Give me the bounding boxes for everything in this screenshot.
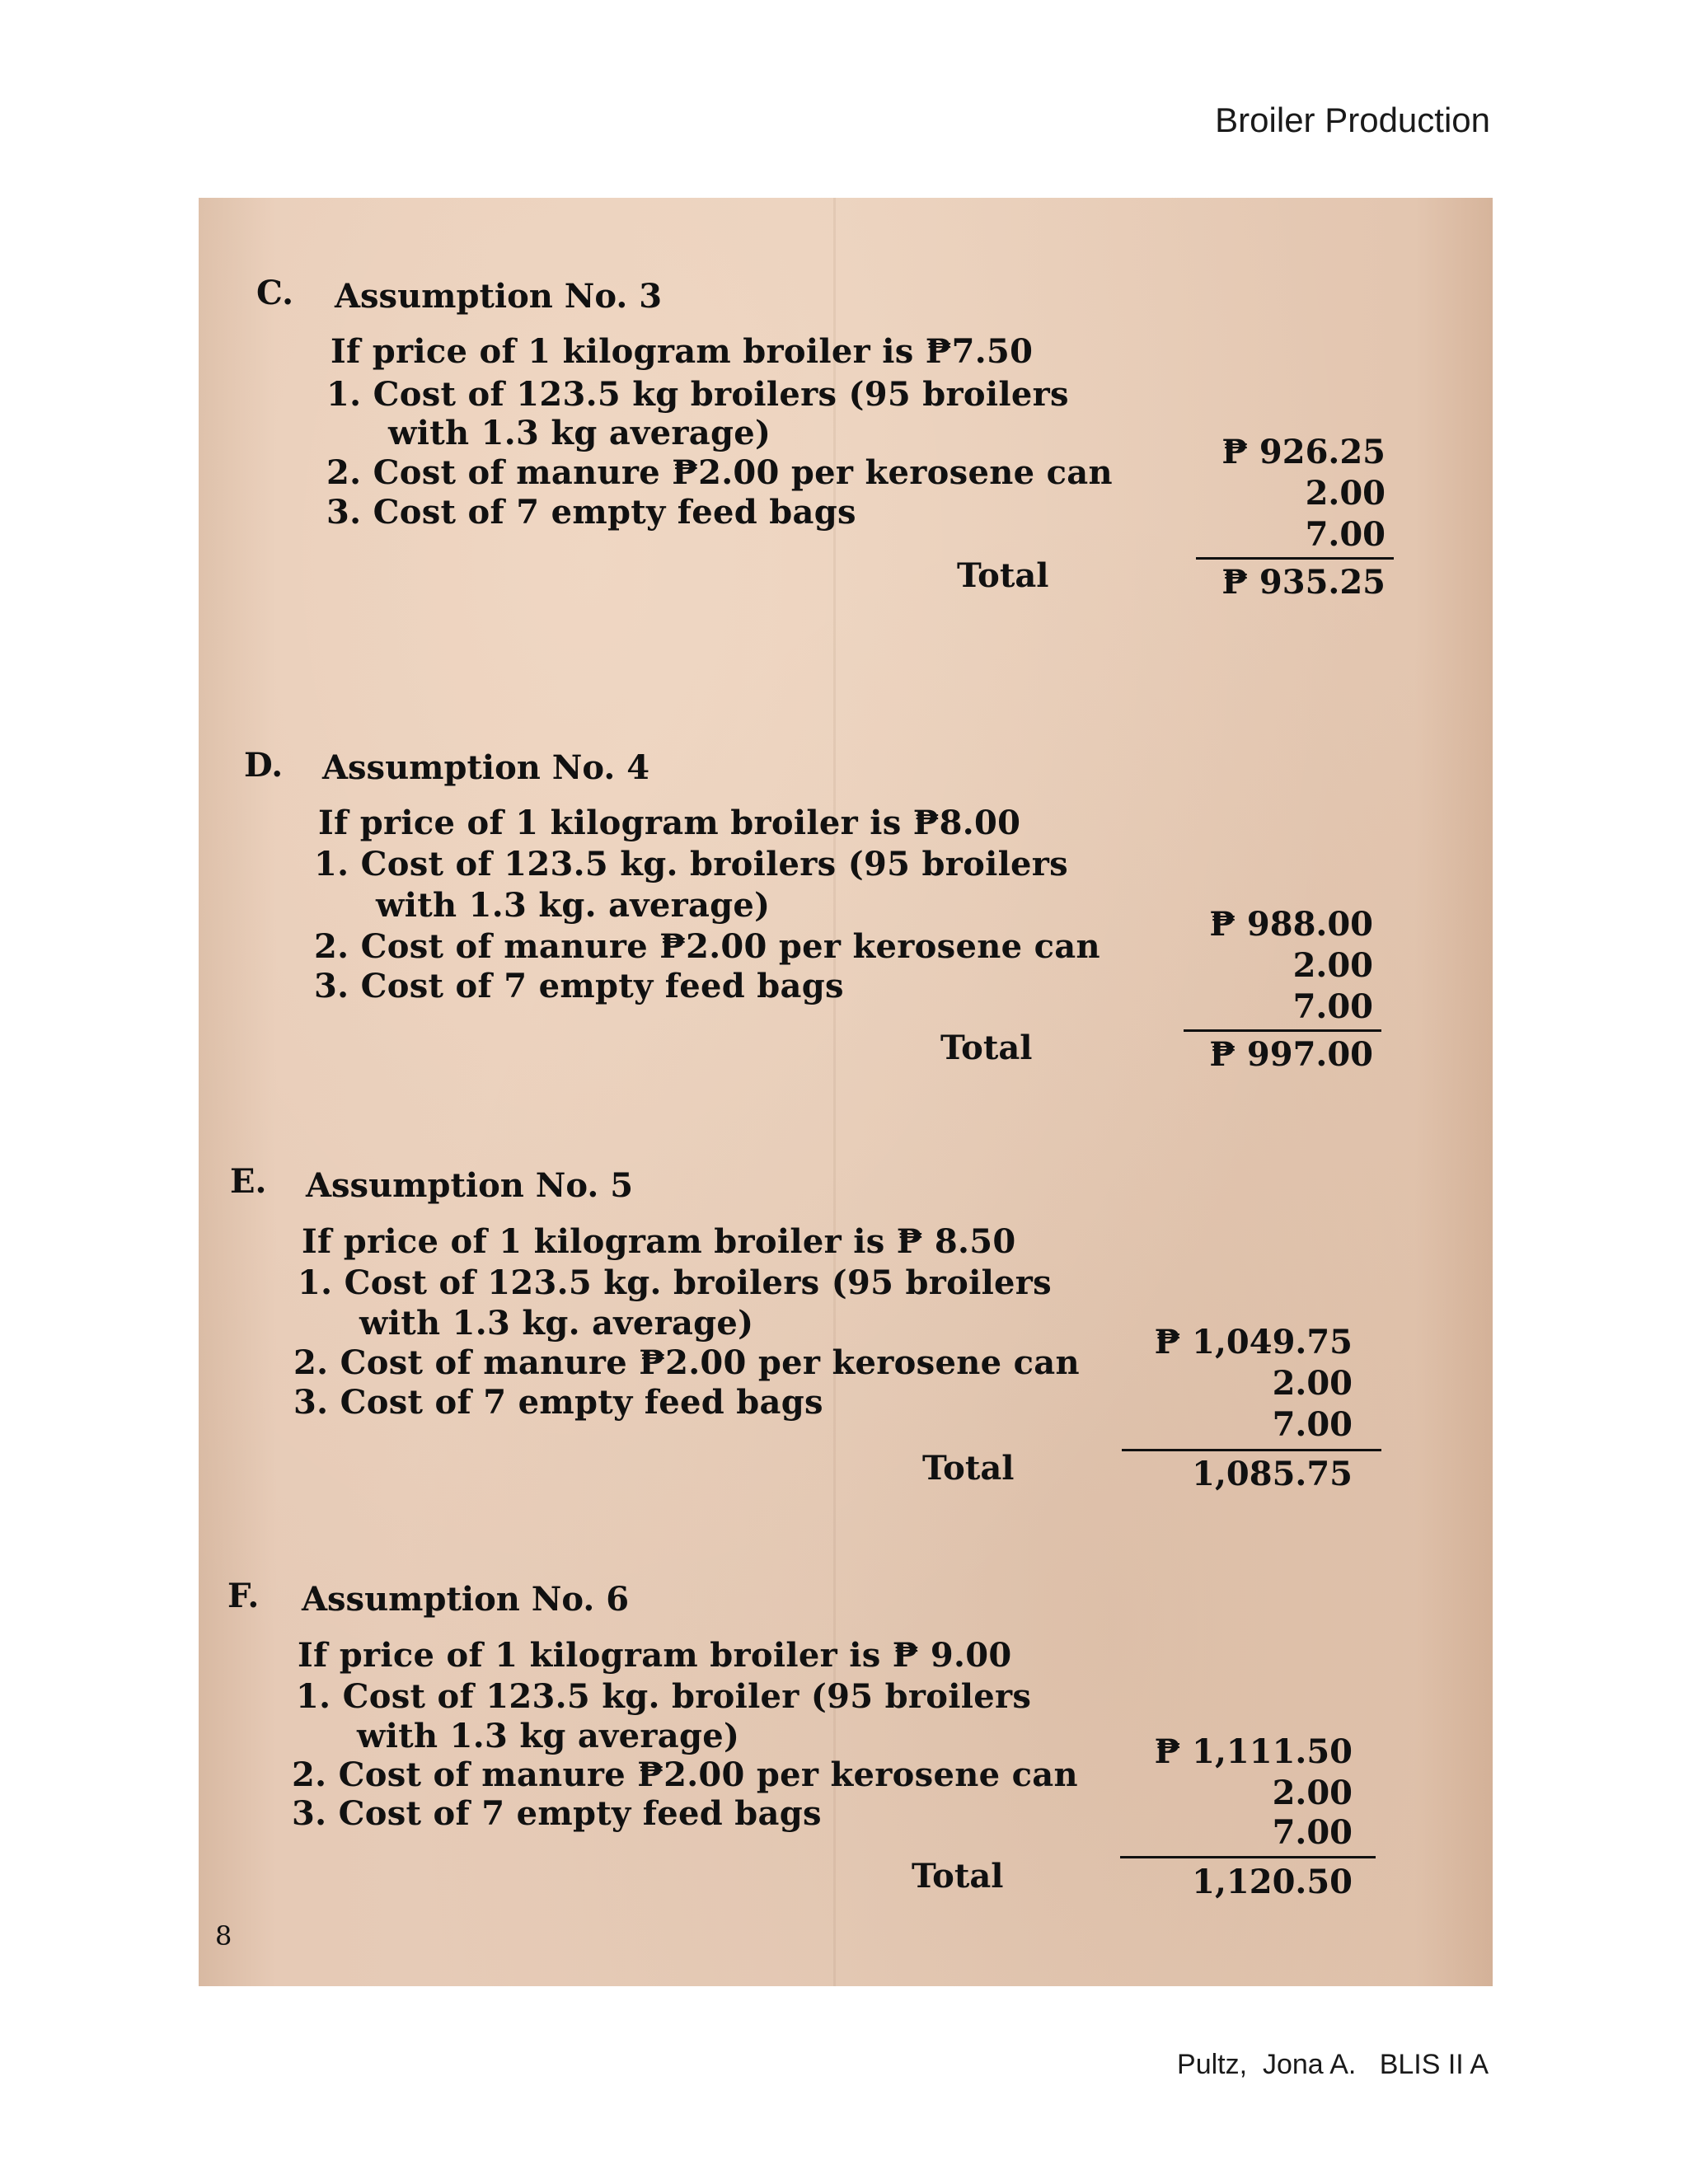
- section-title: Assumption No. 4: [322, 748, 650, 787]
- item-1-line-b: with 1.3 kg average): [357, 1717, 740, 1755]
- section-letter: E.: [230, 1162, 267, 1201]
- total-amount: 1,085.75: [1192, 1455, 1353, 1493]
- item-2-line: 2. Cost of manure ₱2.00 per kerosene can: [293, 1343, 1080, 1382]
- amount-1: ₱ 988.00: [1209, 905, 1373, 944]
- total-rule: [1184, 1029, 1381, 1032]
- amount-3: 7.00: [1292, 987, 1373, 1026]
- scanned-page-image: [199, 198, 1493, 1986]
- total-rule: [1196, 557, 1394, 560]
- item-2-line: 2. Cost of manure ₱2.00 per kerosene can: [292, 1755, 1078, 1794]
- item-1-line-a: 1. Cost of 123.5 kg. broilers (95 broilers: [298, 1263, 1053, 1302]
- item-2-line: 2. Cost of manure ₱2.00 per kerosene can: [314, 927, 1100, 966]
- item-1-line-b: with 1.3 kg average): [388, 414, 771, 452]
- item-1-line-a: 1. Cost of 123.5 kg. broilers (95 broilers: [314, 845, 1069, 883]
- total-label: Total: [922, 1449, 1015, 1488]
- amount-3: 7.00: [1272, 1405, 1353, 1444]
- amount-2: 2.00: [1272, 1774, 1353, 1812]
- section-letter: F.: [227, 1577, 260, 1615]
- total-rule: [1122, 1449, 1381, 1451]
- item-3-line: 3. Cost of 7 empty feed bags: [314, 967, 844, 1005]
- amount-2: 2.00: [1272, 1364, 1353, 1403]
- amount-3: 7.00: [1272, 1813, 1353, 1852]
- price-line: If price of 1 kilogram broiler is ₱ 8.50: [302, 1222, 1016, 1261]
- page-footer-author: Pultz, Jona A. BLIS II A: [1177, 2049, 1489, 2080]
- section-title: Assumption No. 5: [306, 1166, 634, 1205]
- section-title: Assumption No. 3: [335, 277, 663, 316]
- item-1-line-b: with 1.3 kg. average): [359, 1304, 754, 1343]
- section-letter: D.: [244, 746, 284, 785]
- price-line: If price of 1 kilogram broiler is ₱8.00: [318, 804, 1021, 842]
- item-3-line: 3. Cost of 7 empty feed bags: [326, 493, 856, 532]
- amount-3: 7.00: [1305, 515, 1386, 554]
- price-line: If price of 1 kilogram broiler is ₱7.50: [331, 332, 1034, 371]
- amount-1: ₱ 926.25: [1221, 433, 1386, 471]
- item-2-line: 2. Cost of manure ₱2.00 per kerosene can: [326, 453, 1113, 492]
- page-header-title: Broiler Production: [1215, 101, 1490, 139]
- total-amount: ₱ 935.25: [1221, 563, 1386, 602]
- item-1-line-b: with 1.3 kg. average): [376, 886, 771, 925]
- amount-2: 2.00: [1305, 474, 1386, 513]
- amount-2: 2.00: [1292, 946, 1373, 985]
- item-3-line: 3. Cost of 7 empty feed bags: [292, 1794, 822, 1833]
- amount-1: ₱ 1,111.50: [1154, 1732, 1353, 1771]
- total-amount: 1,120.50: [1192, 1863, 1353, 1901]
- item-3-line: 3. Cost of 7 empty feed bags: [293, 1383, 823, 1422]
- item-1-line-a: 1. Cost of 123.5 kg. broiler (95 broilers: [296, 1677, 1032, 1716]
- section-letter: C.: [256, 274, 294, 312]
- total-rule: [1120, 1856, 1376, 1858]
- total-label: Total: [957, 556, 1049, 595]
- section-title: Assumption No. 6: [302, 1580, 630, 1619]
- amount-1: ₱ 1,049.75: [1154, 1323, 1353, 1361]
- scan-page-number: 8: [215, 1920, 232, 1952]
- total-amount: ₱ 997.00: [1209, 1035, 1373, 1074]
- total-label: Total: [940, 1029, 1033, 1067]
- total-label: Total: [912, 1857, 1004, 1896]
- item-1-line-a: 1. Cost of 123.5 kg broilers (95 broilers: [326, 375, 1069, 414]
- price-line: If price of 1 kilogram broiler is ₱ 9.00: [298, 1636, 1012, 1675]
